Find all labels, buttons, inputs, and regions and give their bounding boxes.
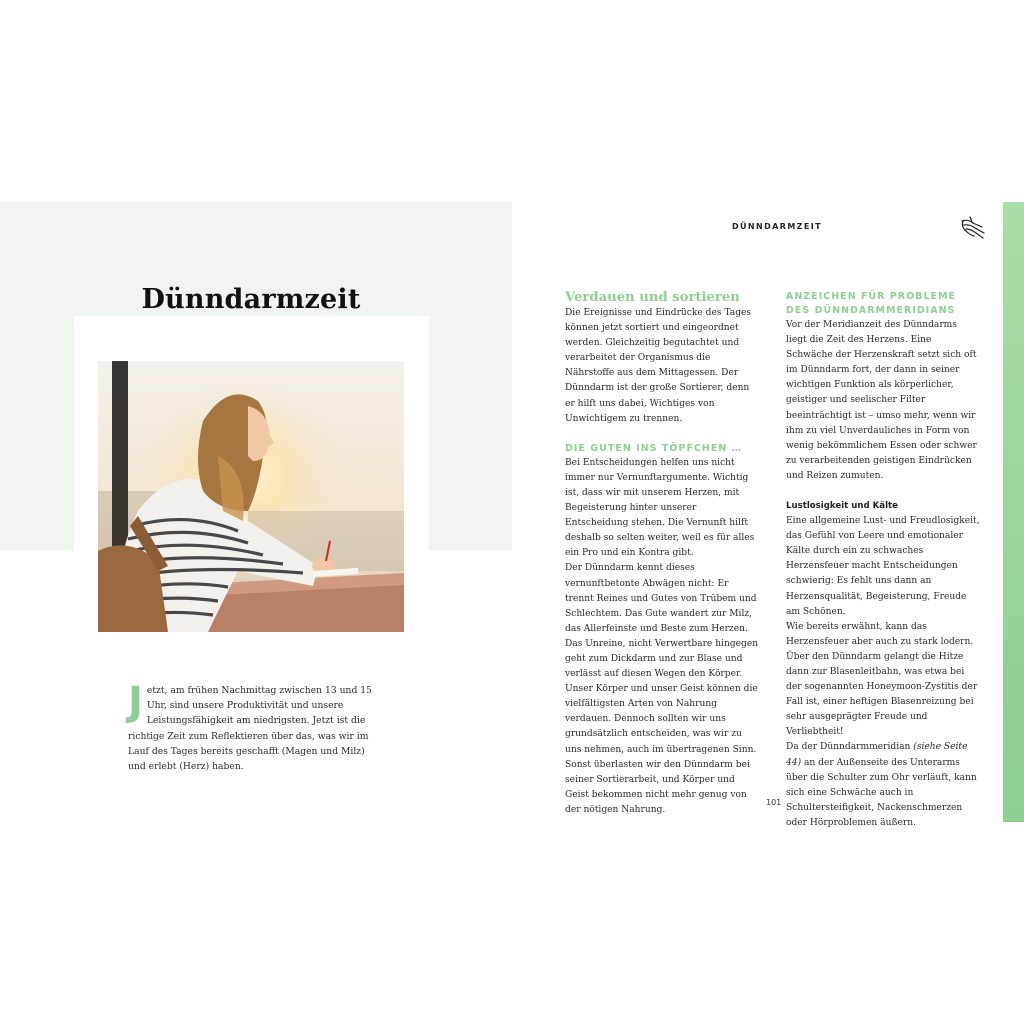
chapter-photo (98, 361, 404, 632)
paragraph-text: an der Außenseite des Unterarms über die Schulter zum Ohr verläuft, kann sich eine Schwäche auch in Schultersteifigkeit, Nackenschmerzen oder Hörproblemen äußern. (786, 757, 977, 828)
hand-meridian-icon (958, 213, 988, 243)
column-right (786, 290, 980, 831)
paragraph: Die Ereignisse und Eindrücke des Tages können jetzt sortiert und eingeordnet werden. Gleichzeitig begutachtet und verarbeitet der Organismus die Nährstoffe aus dem Mittagessen. Der Dünndarm ist der große Sortierer, denn er hilft uns dabei, Wichtiges von Unwichtigem zu trennen. (565, 308, 752, 424)
paragraph (786, 740, 980, 831)
paragraph: Der Dünndarm kennt dieses vernunftbetonte Abwägen nicht: Er trennt Reines und Gutes von Trübem und Schlechtem. Das Gute wandert zur Milz, das Allerfeinste und Beste zum Herzen. Das Unreine, nicht Verwertbare hingegen geht zum Dickdarm und zur Blase und verlässt auf diesen Wegen den Körper. Unser Körper und unser Geist können die vielfältigsten Arten von Nahrung verdauen. Dennoch sollten wir uns grundsätzlich entscheiden, was wir zu uns nehmen, auch im übertragenen Sinn. Sonst überlasten wir den Dünndarm bei seiner Sortierarbeit, und Körper und Geist bekommen nicht mehr genug von der nötigen Nahrung. (565, 563, 759, 815)
subheading: DIE GUTEN INS TÖPFCHEN … (565, 442, 743, 454)
section-heading: Verdauen und sortieren (565, 290, 740, 305)
drop-cap: J (128, 679, 143, 725)
paragraph: Wie bereits erwähnt, kann das Herzensfeuer aber auch zu stark lodern. Über den Dünndarm gelangt die Hitze dann zur Blasenleitbahn, was etwa bei der sogenannten Honeymoon-Zystitis der Fall ist, einer heftigen Blasenreizung bei sehr ausgeprägter Freude und Verliebtheit! (786, 621, 978, 738)
paragraph: Vor der Meridianzeit des Dünndarms liegt die Zeit des Herzens. Eine Schwäche der Herzenskraft setzt sich oft im Dünndarm fort, der dann in seiner wichtigen Funktion als körperlicher, geistiger und seelischer Filter beeinträchtigt ist – umso mehr, wenn wir ihm zu viel Unverdauliches in Form von wenig bekömmlichem Essen oder schwer zu verarbeitenden geistigen Eindrücken und Reizen zumuten. (786, 320, 977, 481)
column-left (565, 289, 759, 818)
page-number: 101 (766, 798, 782, 807)
page-reference: (siehe Seite 44) (786, 742, 968, 768)
paragraph-text: Da der Dünndarmmeridian (786, 742, 914, 753)
subheading: Lustlosigkeit und Kälte (786, 501, 898, 512)
paragraph: Bei Entscheidungen helfen uns nicht immer nur Vernunftargumente. Wichtig ist, dass wir mit unserem Herzen, mit Begeisterung hinter unserer Entscheidung stehen. Die Vernunft hilft deshalb so selten weiter, weil es für alles ein Pro und ein Kontra gibt. (565, 457, 755, 559)
intro-paragraph (128, 679, 376, 774)
section-heading: ANZEICHEN FÜR PROBLEME DES DÜNNDARMMERIDIANS (786, 291, 957, 316)
running-head: DÜNNDARMZEIT (732, 222, 822, 231)
chapter-title: Dünndarmzeit (141, 284, 361, 315)
page-edge-tab (1003, 202, 1024, 822)
intro-text: etzt, am frühen Nachmittag zwischen 13 und 15 Uhr, sind unsere Produktivität und unsere Leistungsfähigkeit am niedrigsten. Jetzt ist die richtige Zeit zum Reflektieren über das, was wir im Lauf des Tages bereits geschafft (Magen und Milz) und erlebt (Herz) haben. (128, 685, 372, 773)
paragraph: Eine allgemeine Lust- und Freudlosigkeit, das Gefühl von Leere und emotionaler Kälte durch ein zu schwaches Herzensfeuer macht Entscheidungen schwierig: Es fehlt uns dann an Herzensqualität, Begeisterung, Freude am Schönen. (786, 516, 980, 617)
